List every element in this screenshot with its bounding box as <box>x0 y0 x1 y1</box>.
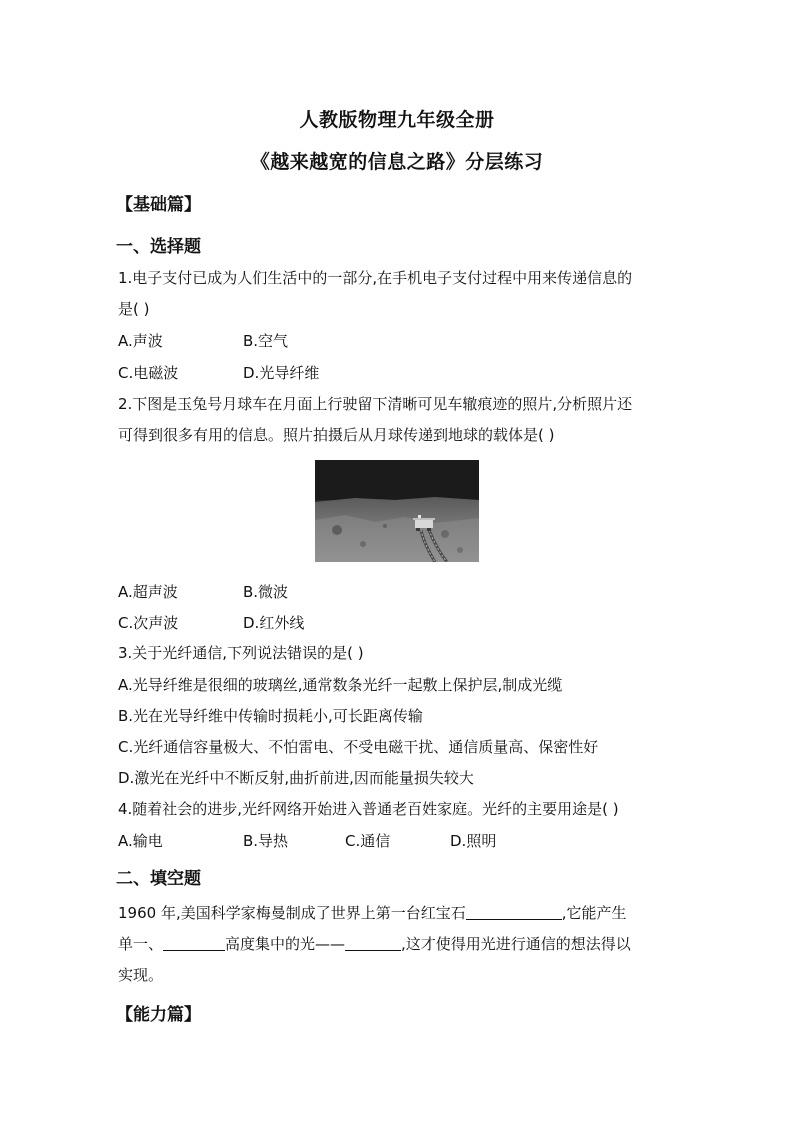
q1-stem-line2: 是( ) <box>118 300 150 318</box>
q2-stem-line1: 2.下图是玉兔号月球车在月面上行驶留下清晰可见车辙痕迹的照片,分析照片还 <box>118 395 633 413</box>
fill-blank-3[interactable] <box>345 934 401 951</box>
q2-option-c: C.次声波 <box>118 614 179 632</box>
section-ability: 【能力篇】 <box>116 1005 201 1025</box>
q1-option-c: C.电磁波 <box>118 364 179 382</box>
q4-option-b: B.导热 <box>243 832 289 850</box>
fill-line2 <box>118 934 631 954</box>
q4-option-a: A.输电 <box>118 832 163 850</box>
fill-blank-1[interactable] <box>466 903 562 920</box>
q1-option-a: A.声波 <box>118 332 163 350</box>
section-basic: 【基础篇】 <box>116 195 201 215</box>
section-fill: 二、填空题 <box>116 869 201 889</box>
fill-text-5: ,这才使得用光进行通信的想法得以 <box>401 935 631 953</box>
moon-surface-image <box>315 460 479 562</box>
q2-option-d: D.红外线 <box>243 614 305 632</box>
section-choice: 一、选择题 <box>116 237 201 257</box>
q4-option-c: C.通信 <box>345 832 391 850</box>
q1-option-b: B.空气 <box>243 332 289 350</box>
q4-option-d: D.照明 <box>450 832 497 850</box>
q3-option-d: D.激光在光纤中不断反射,曲折前进,因而能量损失较大 <box>118 769 474 787</box>
q1-stem-line1: 1.电子支付已成为人们生活中的一部分,在手机电子支付过程中用来传递信息的 <box>118 269 633 287</box>
fill-text-2: ,它能产生 <box>561 904 627 922</box>
fill-blank-2[interactable] <box>163 934 225 951</box>
q4-stem: 4.随着社会的进步,光纤网络开始进入普通老百姓家庭。光纤的主要用途是( ) <box>118 800 619 818</box>
q2-option-a: A.超声波 <box>118 583 178 601</box>
fill-text-3: 单一、 <box>118 935 164 953</box>
fill-line1 <box>118 903 627 923</box>
q2-option-b: B.微波 <box>243 583 289 601</box>
fill-text-4: 高度集中的光—— <box>225 935 346 953</box>
q3-option-c: C.光纤通信容量极大、不怕雷电、不受电磁干扰、通信质量高、保密性好 <box>118 738 599 756</box>
lunar-rover-photo <box>315 460 479 562</box>
q3-option-a: A.光导纤维是很细的玻璃丝,通常数条光纤一起敷上保护层,制成光缆 <box>118 676 563 694</box>
fill-line3: 实现。 <box>118 966 164 984</box>
q2-stem-line2: 可得到很多有用的信息。照片拍摄后从月球传递到地球的载体是( ) <box>118 426 555 444</box>
document-subtitle: 《越来越宽的信息之路》分层练习 <box>250 151 544 173</box>
q3-option-b: B.光在光导纤维中传输时损耗小,可长距离传输 <box>118 707 423 725</box>
q1-option-d: D.光导纤维 <box>243 364 320 382</box>
fill-text-1: 1960 年,美国科学家梅曼制成了世界上第一台红宝石 <box>118 904 466 922</box>
document-title: 人教版物理九年级全册 <box>299 109 495 131</box>
q3-stem: 3.关于光纤通信,下列说法错误的是( ) <box>118 644 364 662</box>
